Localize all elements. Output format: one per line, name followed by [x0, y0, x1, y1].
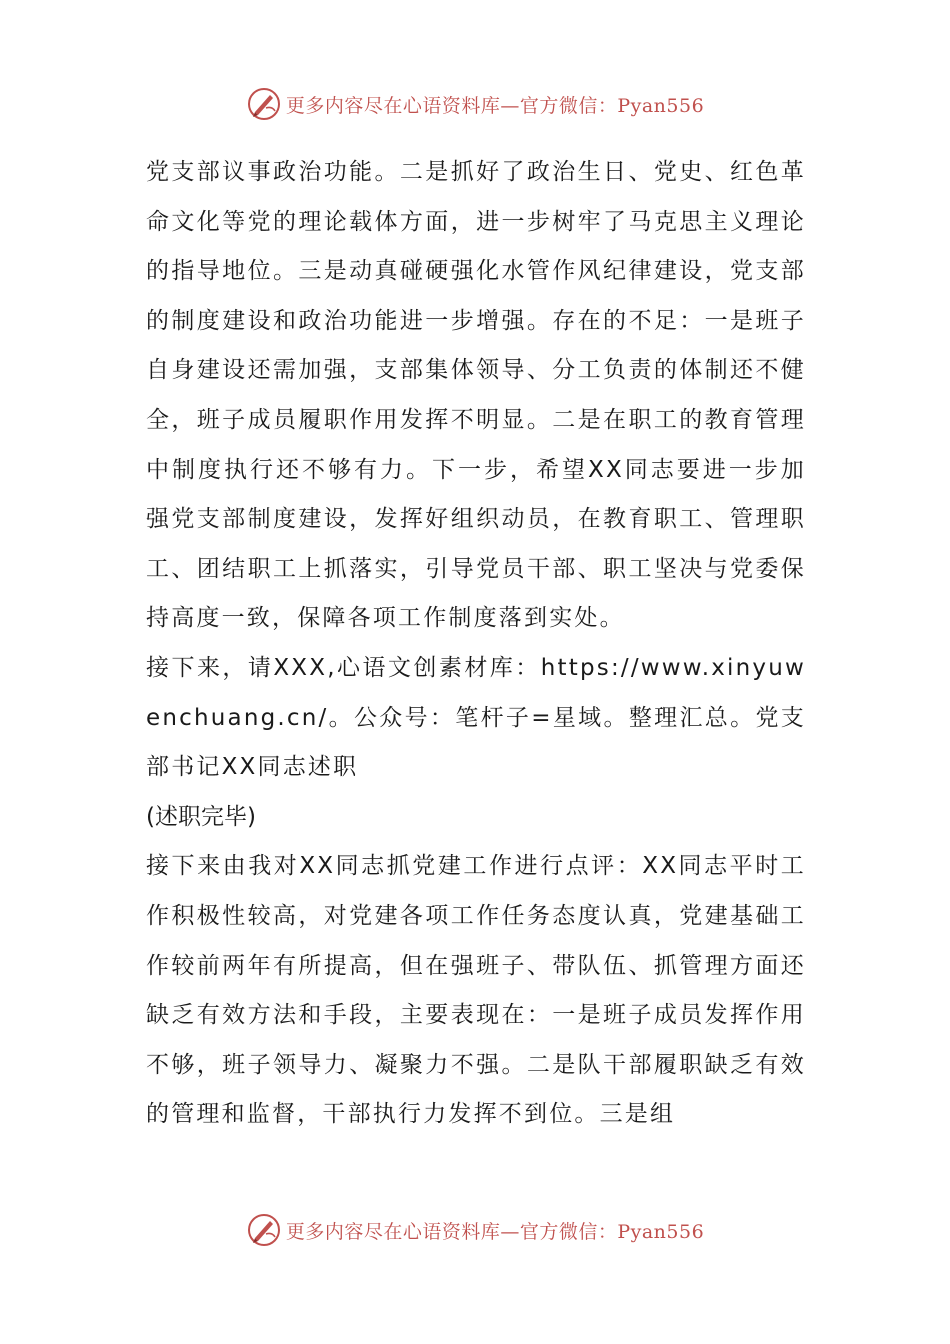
footer-banner: [0, 1210, 950, 1250]
body-paragraph-3: (述职完毕): [146, 803, 256, 830]
body-paragraph-2: 接下来，请XXX,心语文创素材库：https://www.xinyuwenchuang.cn/。公众号：笔杆子=星域。整理汇总。党支部书记XX同志述职: [146, 654, 806, 781]
header-banner: [0, 84, 950, 124]
header-banner-text: 更多内容尽在心语资料库—官方微信：Pyan556: [285, 94, 705, 117]
footer-banner-text: 更多内容尽在心语资料库—官方微信：Pyan556: [285, 1220, 705, 1243]
body-paragraph-4: 接下来由我对XX同志抓党建工作进行点评：XX同志平时工作积极性较高，对党建各项工作任务态度认真，党建基础工作较前两年有所提高，但在强班子、带队伍、抓管理方面还缺乏有效方法和手段，主要表现在：一是班子成员发挥作用不够，班子领导力、凝聚力不强。二是队干部履职缺乏有效的管理和监督，干部执行力发挥不到位。三是组: [146, 853, 806, 1128]
document-body: [146, 148, 806, 1140]
pen-logo-icon: [246, 86, 282, 122]
body-paragraph-1: 党支部议事政治功能。二是抓好了政治生日、党史、红色革命文化等党的理论载体方面，进一步树牢了马克思主义理论的指导地位。三是动真碰硬强化水管作风纪律建设，党支部的制度建设和政治功能进一步增强。存在的不足：一是班子自身建设还需加强，支部集体领导、分工负责的体制还不健全，班子成员履职作用发挥不明显。二是在职工的教育管理中制度执行还不够有力。下一步，希望XX同志要进一步加强党支部制度建设，发挥好组织动员，在教育职工、管理职工、团结职工上抓落实，引导党员干部、职工坚决与党委保持高度一致，保障各项工作制度落到实处。: [146, 159, 806, 632]
pen-logo-icon: [246, 1212, 282, 1248]
